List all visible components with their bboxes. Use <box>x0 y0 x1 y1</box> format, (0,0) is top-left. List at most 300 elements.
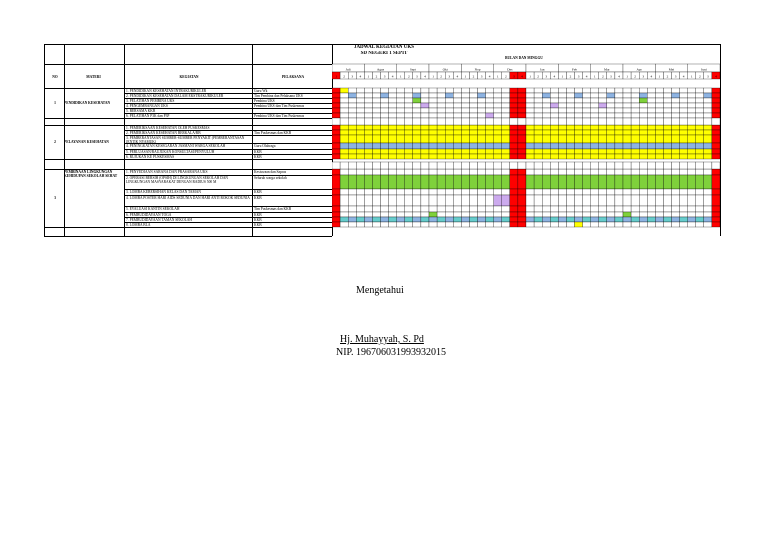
schedule-cell <box>332 149 340 154</box>
schedule-cell <box>526 195 534 206</box>
month-label: Agus <box>376 67 385 72</box>
grid-line <box>124 222 332 223</box>
schedule-cell <box>372 195 380 206</box>
schedule-cell <box>494 175 502 189</box>
schedule-cell <box>478 125 486 130</box>
header-kegiatan: KEGIATAN <box>179 75 199 79</box>
schedule-cell <box>453 143 461 149</box>
pelaksana-cell: KKB <box>254 189 262 194</box>
schedule-cell <box>542 189 550 195</box>
schedule-cell <box>348 143 356 149</box>
schedule-cell <box>696 154 704 159</box>
grid-line <box>124 149 332 150</box>
schedule-cell <box>704 88 712 93</box>
schedule-cell <box>364 169 372 175</box>
schedule-cell <box>437 154 445 159</box>
schedule-cell <box>631 206 639 212</box>
schedule-cell <box>704 169 712 175</box>
schedule-cell <box>607 108 615 113</box>
schedule-cell <box>550 149 558 154</box>
schedule-cell <box>413 93 421 98</box>
schedule-cell <box>348 195 356 206</box>
schedule-cell <box>680 195 688 206</box>
grid-line <box>124 195 332 196</box>
schedule-cell <box>688 98 696 103</box>
schedule-cell <box>445 217 453 222</box>
schedule-cell <box>623 113 631 118</box>
schedule-cell <box>672 135 680 143</box>
schedule-cell <box>502 143 510 149</box>
schedule-cell <box>663 88 671 93</box>
section-number: 3 <box>54 196 56 200</box>
schedule-cell <box>348 212 356 217</box>
schedule-cell <box>591 222 599 227</box>
schedule-cell <box>453 154 461 159</box>
schedule-cell <box>558 149 566 154</box>
schedule-cell <box>348 108 356 113</box>
schedule-cell <box>575 195 583 206</box>
schedule-cell <box>518 130 526 135</box>
schedule-cell <box>526 88 534 93</box>
schedule-cell <box>413 206 421 212</box>
schedule-cell <box>429 195 437 206</box>
acknowledge-label: Mengetahui <box>356 285 404 296</box>
grid-line <box>124 113 332 114</box>
schedule-cell <box>688 103 696 108</box>
schedule-cell <box>696 103 704 108</box>
schedule-cell <box>647 143 655 149</box>
schedule-cell <box>389 162 397 169</box>
schedule-cell <box>461 143 469 149</box>
schedule-cell <box>663 143 671 149</box>
schedule-cell <box>558 143 566 149</box>
schedule-cell <box>502 162 510 169</box>
schedule-cell <box>453 175 461 189</box>
schedule-cell <box>583 154 591 159</box>
schedule-cell <box>542 93 550 98</box>
section-materi: PEMBINAAN LINGKUNGAN KEHIDUPAN SEKOLAH SEHAT <box>64 170 118 178</box>
schedule-cell <box>429 113 437 118</box>
schedule-cell <box>413 222 421 227</box>
schedule-cell <box>332 103 340 108</box>
kegiatan-cell: 6. RUJUKAN KE PUSKESMAS <box>126 154 175 159</box>
schedule-cell <box>518 113 526 118</box>
schedule-cell <box>453 98 461 103</box>
schedule-cell <box>340 125 348 130</box>
schedule-cell <box>372 88 380 93</box>
schedule-cell <box>534 169 542 175</box>
grid-line <box>124 212 332 213</box>
schedule-cell <box>348 113 356 118</box>
kegiatan-cell: 6. PEMBUDIDAYAAN TOGA <box>126 212 172 217</box>
schedule-cell <box>680 206 688 212</box>
schedule-cell <box>534 113 542 118</box>
schedule-cell <box>631 135 639 143</box>
month-label: Des <box>507 67 513 72</box>
schedule-cell <box>453 189 461 195</box>
schedule-cell <box>526 206 534 212</box>
schedule-cell <box>421 125 429 130</box>
schedule-cell <box>469 98 477 103</box>
schedule-cell <box>356 113 364 118</box>
schedule-cell <box>542 135 550 143</box>
schedule-cell <box>372 189 380 195</box>
schedule-cell <box>550 154 558 159</box>
schedule-cell <box>704 162 712 169</box>
schedule-cell <box>599 103 607 108</box>
schedule-cell <box>453 149 461 154</box>
schedule-cell <box>389 108 397 113</box>
grid-line <box>124 175 332 176</box>
week-label: 4 <box>553 74 556 79</box>
schedule-cell <box>696 195 704 206</box>
schedule-cell <box>688 130 696 135</box>
schedule-cell <box>542 130 550 135</box>
schedule-cell <box>712 175 720 189</box>
schedule-cell <box>639 108 647 113</box>
schedule-cell <box>607 130 615 135</box>
schedule-cell <box>405 222 413 227</box>
week-label: 1 <box>367 74 370 79</box>
kegiatan-cell: 4. LOMBA POSTER HARI AIDS SEDUNIA DAN HARI ANTI ROKOK SEDUNIA <box>126 195 250 200</box>
schedule-cell <box>680 125 688 130</box>
schedule-cell <box>639 93 647 98</box>
schedule-cell <box>566 206 574 212</box>
schedule-cell <box>486 103 494 108</box>
kegiatan-cell: 2. OPERASI BERSIH (OPSIH) DI LINGKUNGAN SEKOLAH DAN LINGKUNGAN MASYARAKAT DENGAN RADIUS 500 M <box>126 175 229 184</box>
schedule-cell <box>696 189 704 195</box>
schedule-cell <box>453 195 461 206</box>
schedule-cell <box>526 189 534 195</box>
schedule-cell <box>704 103 712 108</box>
grid-line <box>44 125 332 126</box>
schedule-cell <box>526 175 534 189</box>
schedule-cell <box>696 88 704 93</box>
schedule-cell <box>607 125 615 130</box>
schedule-cell <box>469 206 477 212</box>
schedule-cell <box>607 162 615 169</box>
schedule-cell <box>583 169 591 175</box>
kegiatan-cell: 3. PEMBERANTASAN SUMBER-SUMBER PENYAKIT (PEMBERANTASAN JENTIK NYAMUK) <box>126 135 245 143</box>
section-number: 1 <box>54 101 56 105</box>
schedule-cell <box>397 175 405 189</box>
schedule-cell <box>445 195 453 206</box>
schedule-cell <box>478 93 486 98</box>
grid-line <box>124 98 332 99</box>
week-label: 3 <box>610 74 612 79</box>
schedule-cell <box>566 189 574 195</box>
schedule-cell <box>534 195 542 206</box>
week-label: 4 <box>618 74 620 79</box>
schedule-cell <box>364 154 372 159</box>
schedule-cell <box>486 189 494 195</box>
schedule-cell <box>526 93 534 98</box>
schedule-cell <box>445 108 453 113</box>
schedule-cell <box>494 169 502 175</box>
schedule-cell <box>672 108 680 113</box>
schedule-cell <box>655 93 663 98</box>
schedule-cell <box>332 93 340 98</box>
schedule-cell <box>688 212 696 217</box>
schedule-cell <box>494 206 502 212</box>
schedule-cell <box>348 222 356 227</box>
schedule-cell <box>623 149 631 154</box>
schedule-cell <box>583 113 591 118</box>
schedule-cell <box>478 149 486 154</box>
schedule-cell <box>583 103 591 108</box>
schedule-cell <box>437 169 445 175</box>
schedule-cell <box>469 154 477 159</box>
schedule-cell <box>566 98 574 103</box>
schedule-cell <box>534 149 542 154</box>
schedule-cell <box>445 130 453 135</box>
schedule-cell <box>469 169 477 175</box>
schedule-cell <box>381 88 389 93</box>
schedule-cell <box>639 206 647 212</box>
schedule-cell <box>413 217 421 222</box>
schedule-cell <box>381 169 389 175</box>
schedule-cell <box>631 98 639 103</box>
schedule-cell <box>639 88 647 93</box>
schedule-cell <box>534 154 542 159</box>
schedule-cell <box>672 206 680 212</box>
week-label: 1 <box>335 74 337 79</box>
schedule-cell <box>437 189 445 195</box>
schedule-cell <box>615 113 623 118</box>
schedule-cell <box>453 88 461 93</box>
schedule-cell <box>655 108 663 113</box>
schedule-cell <box>534 222 542 227</box>
week-label: 4 <box>391 74 394 79</box>
schedule-cell <box>461 154 469 159</box>
schedule-cell <box>397 88 405 93</box>
schedule-cell <box>461 195 469 206</box>
schedule-cell <box>413 143 421 149</box>
schedule-cell <box>542 149 550 154</box>
schedule-cell <box>623 212 631 217</box>
schedule-cell <box>502 125 510 130</box>
pelaksana-cell: KKB <box>254 149 262 154</box>
schedule-cell <box>332 162 340 169</box>
schedule-cell <box>639 175 647 189</box>
schedule-cell <box>437 217 445 222</box>
schedule-cell <box>502 108 510 113</box>
schedule-cell <box>534 143 542 149</box>
schedule-cell <box>631 113 639 118</box>
schedule-cell <box>518 149 526 154</box>
schedule-cell <box>332 113 340 118</box>
schedule-cell <box>655 149 663 154</box>
schedule-cell <box>631 149 639 154</box>
schedule-cell <box>591 88 599 93</box>
schedule-cell <box>502 118 510 125</box>
grid-line <box>44 236 332 237</box>
schedule-cell <box>437 206 445 212</box>
schedule-cell <box>696 108 704 113</box>
schedule-cell <box>655 103 663 108</box>
week-label: 3 <box>448 74 451 79</box>
schedule-cell <box>461 189 469 195</box>
schedule-cell <box>510 212 518 217</box>
schedule-cell <box>332 195 340 206</box>
schedule-cell <box>542 162 550 169</box>
schedule-cell <box>405 143 413 149</box>
schedule-cell <box>494 88 502 93</box>
schedule-cell <box>680 88 688 93</box>
schedule-cell <box>663 113 671 118</box>
pelaksana-cell: Pembina UKS <box>254 98 275 103</box>
schedule-cell <box>696 217 704 222</box>
schedule-cell <box>631 217 639 222</box>
pelaksana-cell: Seluruh warga sekolah <box>254 175 287 180</box>
schedule-cell <box>486 195 494 206</box>
schedule-cell <box>663 169 671 175</box>
schedule-cell <box>558 222 566 227</box>
schedule-cell <box>607 149 615 154</box>
schedule-cell <box>372 103 380 108</box>
schedule-cell <box>655 125 663 130</box>
schedule-cell <box>429 135 437 143</box>
schedule-cell <box>550 175 558 189</box>
schedule-cell <box>712 189 720 195</box>
schedule-cell <box>672 93 680 98</box>
schedule-cell <box>566 108 574 113</box>
schedule-cell <box>510 108 518 113</box>
schedule-cell <box>413 125 421 130</box>
schedule-cell <box>663 195 671 206</box>
schedule-cell <box>445 143 453 149</box>
schedule-cell <box>381 113 389 118</box>
schedule-cell <box>631 154 639 159</box>
schedule-cell <box>607 118 615 125</box>
schedule-cell <box>381 222 389 227</box>
schedule-cell <box>332 154 340 159</box>
schedule-cell <box>566 212 574 217</box>
pelaksana-cell: KKB <box>254 217 262 222</box>
schedule-cell <box>672 143 680 149</box>
schedule-cell <box>437 108 445 113</box>
schedule-cell <box>421 143 429 149</box>
schedule-cell <box>680 217 688 222</box>
schedule-cell <box>623 206 631 212</box>
schedule-cell <box>688 154 696 159</box>
schedule-cell <box>591 212 599 217</box>
header-bulan: BULAN DAN MINGGU <box>505 56 543 60</box>
schedule-cell <box>680 130 688 135</box>
schedule-cell <box>591 195 599 206</box>
schedule-cell <box>631 195 639 206</box>
schedule-cell <box>518 175 526 189</box>
schedule-cell <box>550 189 558 195</box>
schedule-cell <box>583 149 591 154</box>
schedule-cell <box>437 88 445 93</box>
schedule-cell <box>623 195 631 206</box>
schedule-cell <box>680 189 688 195</box>
schedule-cell <box>647 175 655 189</box>
schedule-cell <box>599 118 607 125</box>
schedule-cell <box>510 135 518 143</box>
schedule-cell <box>696 93 704 98</box>
schedule-cell <box>591 108 599 113</box>
schedule-cell <box>672 154 680 159</box>
month-label: Nop <box>474 67 481 72</box>
schedule-cell <box>469 189 477 195</box>
schedule-cell <box>421 212 429 217</box>
schedule-cell <box>558 162 566 169</box>
schedule-cell <box>672 212 680 217</box>
schedule-cell <box>591 143 599 149</box>
schedule-cell <box>502 93 510 98</box>
schedule-cell <box>639 154 647 159</box>
schedule-cell <box>421 103 429 108</box>
schedule-cell <box>688 93 696 98</box>
schedule-cell <box>510 103 518 108</box>
schedule-cell <box>518 135 526 143</box>
schedule-cell <box>348 98 356 103</box>
schedule-cell <box>704 212 712 217</box>
schedule-cell <box>372 135 380 143</box>
schedule-cell <box>712 118 720 125</box>
schedule-cell <box>372 169 380 175</box>
schedule-cell <box>397 206 405 212</box>
schedule-cell <box>461 212 469 217</box>
schedule-cell <box>526 118 534 125</box>
schedule-cell <box>663 108 671 113</box>
schedule-cell <box>566 175 574 189</box>
schedule-cell <box>421 93 429 98</box>
schedule-cell <box>332 169 340 175</box>
schedule-cell <box>381 125 389 130</box>
schedule-cell <box>639 135 647 143</box>
schedule-cell <box>389 189 397 195</box>
schedule-cell <box>421 175 429 189</box>
schedule-cell <box>348 217 356 222</box>
schedule-cell <box>486 169 494 175</box>
pelaksana-cell: Tim Pembina dan Pelaksana UKS <box>254 93 303 98</box>
schedule-cell <box>534 103 542 108</box>
schedule-cell <box>647 135 655 143</box>
schedule-cell <box>356 169 364 175</box>
schedule-cell <box>526 113 534 118</box>
schedule-cell <box>469 113 477 118</box>
schedule-cell <box>469 149 477 154</box>
schedule-cell <box>704 217 712 222</box>
schedule-cell <box>704 195 712 206</box>
schedule-cell <box>356 143 364 149</box>
month-label: Juli <box>345 67 351 72</box>
schedule-cell <box>429 103 437 108</box>
week-label: 3 <box>513 74 515 79</box>
schedule-cell <box>453 113 461 118</box>
schedule-cell <box>672 118 680 125</box>
schedule-cell <box>445 93 453 98</box>
schedule-cell <box>663 93 671 98</box>
schedule-cell <box>494 143 502 149</box>
schedule-cell <box>381 98 389 103</box>
pelaksana-cell: Pembina UKS dan Tim Puskesmas <box>254 113 305 118</box>
schedule-cell <box>437 118 445 125</box>
schedule-cell <box>405 149 413 154</box>
schedule-cell <box>437 93 445 98</box>
schedule-cell <box>696 162 704 169</box>
schedule-cell <box>381 195 389 206</box>
header-no: NO <box>52 75 58 79</box>
schedule-cell <box>607 212 615 217</box>
schedule-cell <box>696 169 704 175</box>
schedule-cell <box>356 189 364 195</box>
schedule-cell <box>453 169 461 175</box>
schedule-cell <box>405 93 413 98</box>
